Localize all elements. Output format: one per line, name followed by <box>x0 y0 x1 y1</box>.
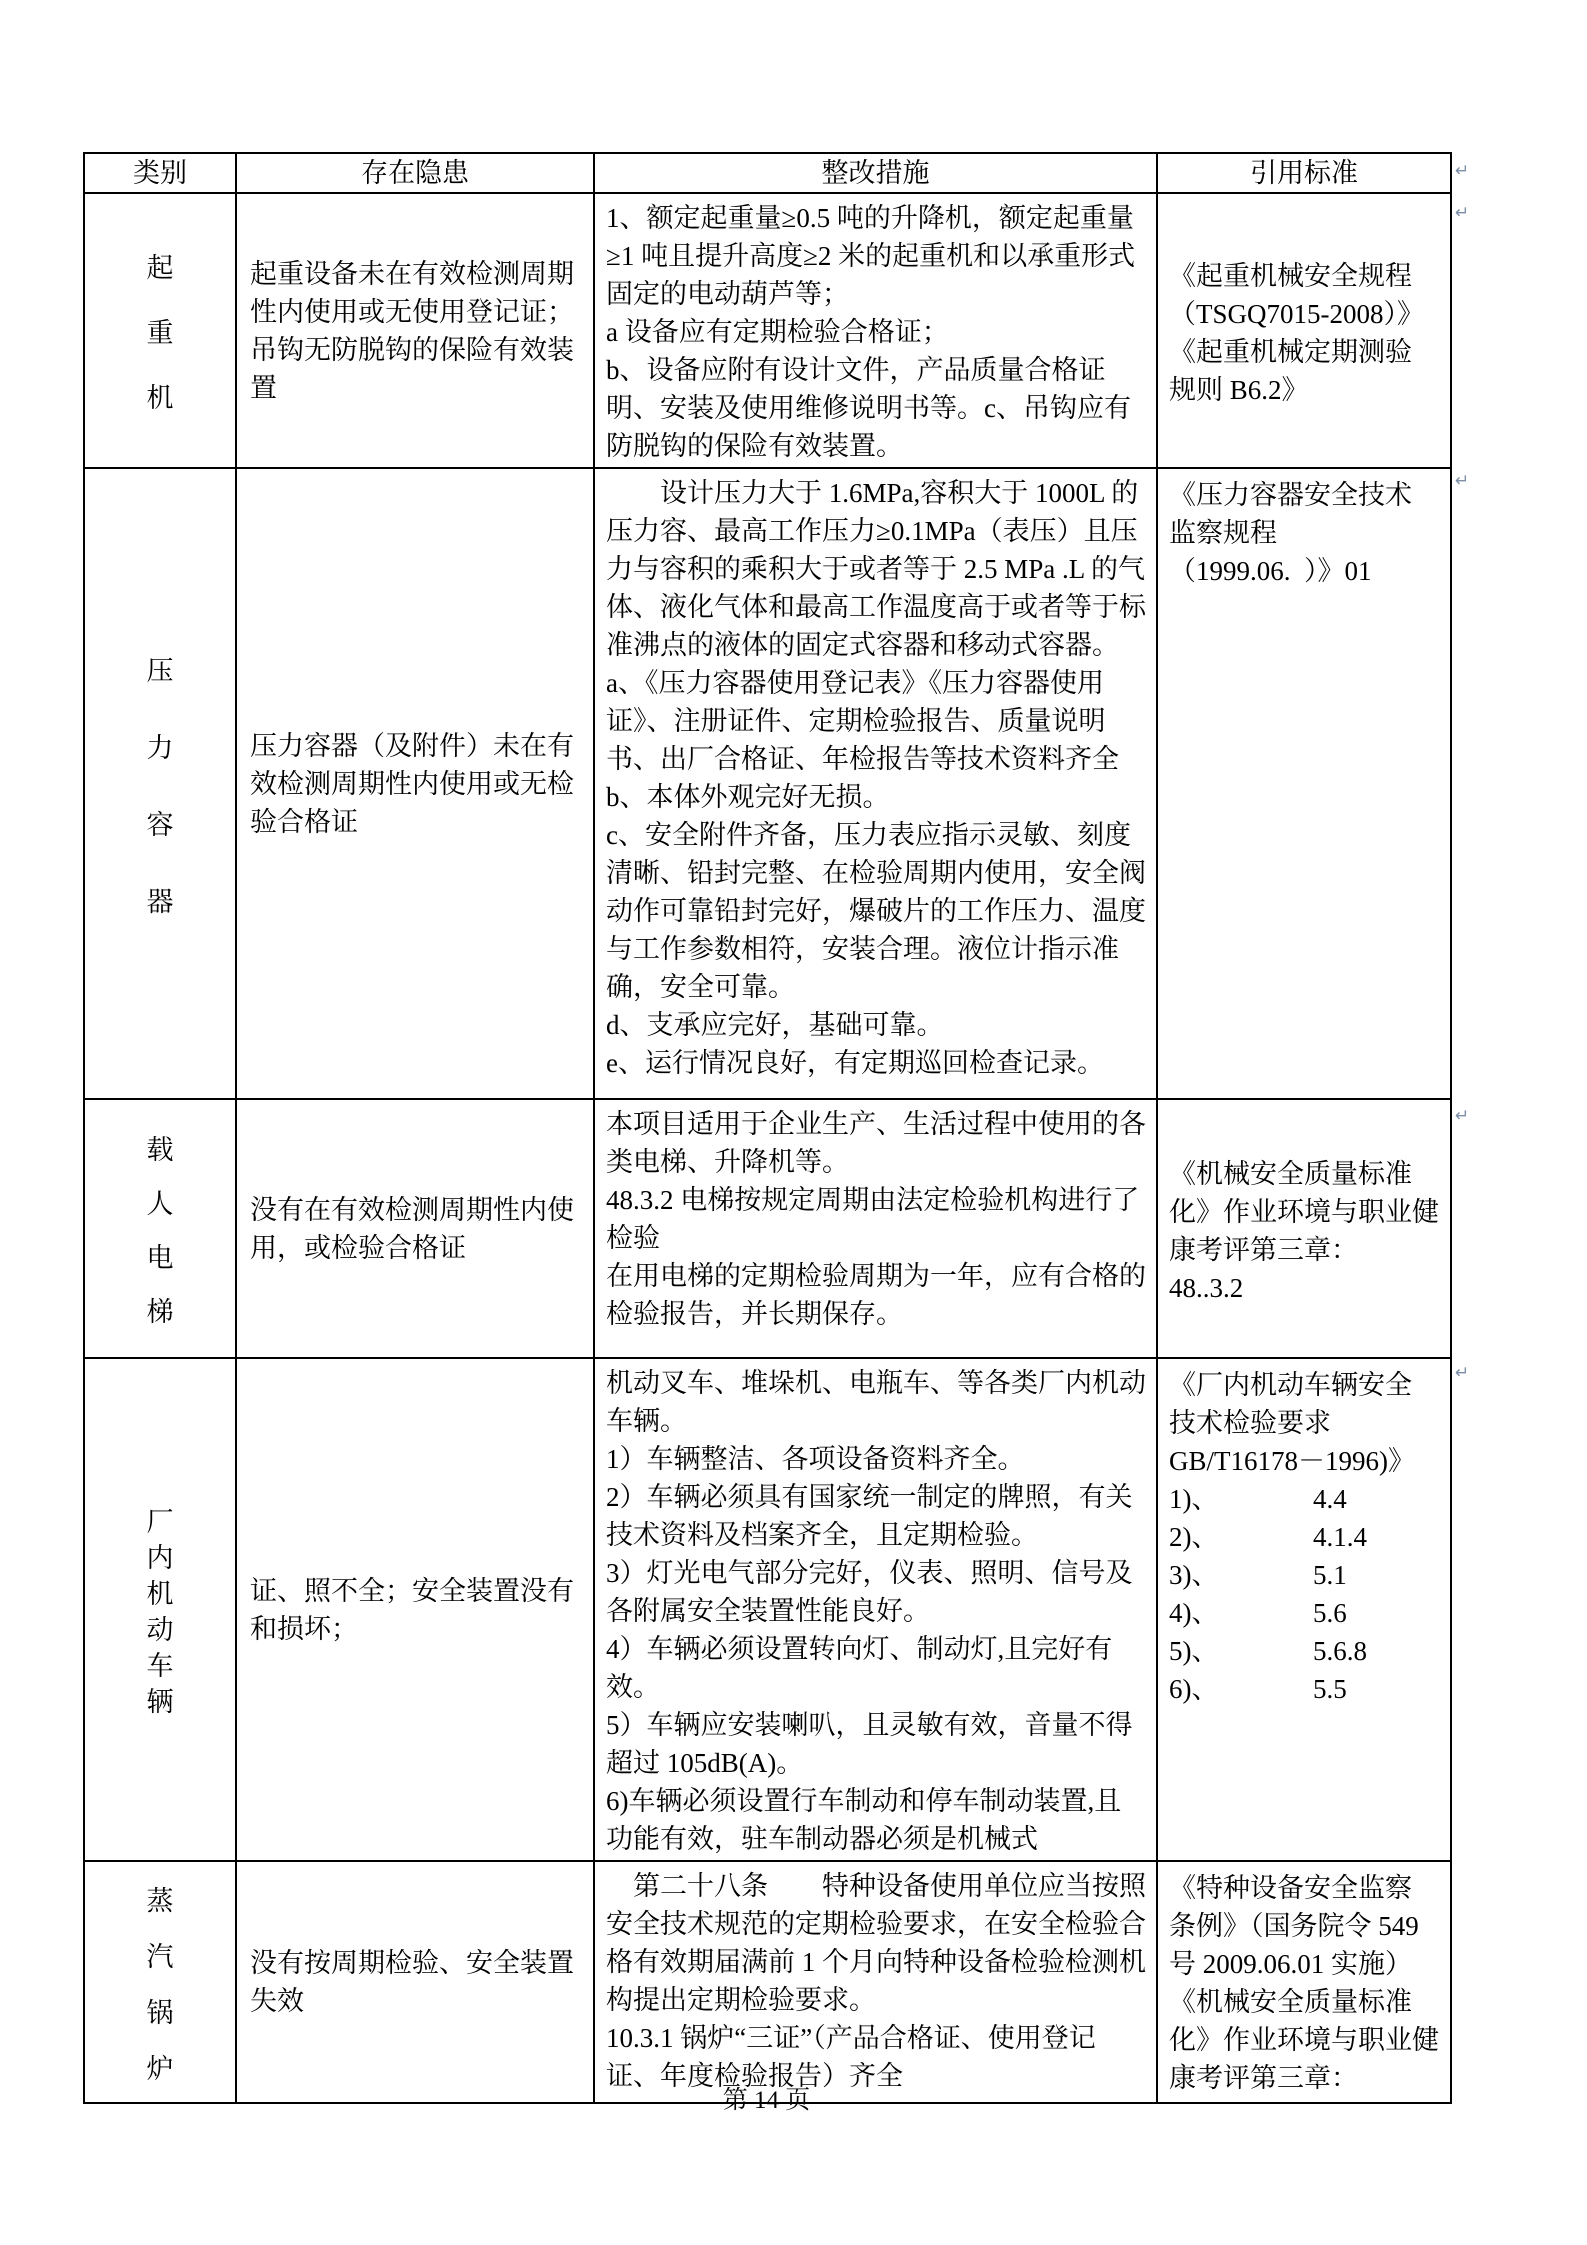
measure-paragraph: c、安全附件齐备，压力表应指示灵敏、刻度清晰、铅封完整、在检验周期内使用，安全阀动作可靠铅封完好，爆破片的工作压力、温度与工作参数相符，安装合理。液位计指示准确，安全可靠。 <box>606 820 1146 1002</box>
category-char: 电 <box>146 1243 174 1273</box>
category-char: 人 <box>146 1189 174 1219</box>
standard-line: 48..3.2 <box>1169 1273 1244 1303</box>
category-char: 车 <box>146 1651 174 1681</box>
table-row <box>84 193 1451 468</box>
category-char: 动 <box>146 1615 174 1645</box>
clause-value: 4.4 <box>1313 1484 1347 1514</box>
measure-paragraph: 5）车辆应安装喇叭，且灵敏有效，音量不得超过 105dB(A)。 <box>606 1710 1133 1778</box>
table-row <box>84 1861 1451 2103</box>
measure-paragraph: e、运行情况良好，有定期巡回检查记录。 <box>606 1048 1104 1078</box>
standard-line: 《特种设备安全监察 <box>1169 1873 1412 1903</box>
hazard-text: 证、照不全；安全装置没有和损坏； <box>250 1575 574 1644</box>
measures-cell <box>594 468 1157 1099</box>
clause-label: 6)、 <box>1169 1674 1219 1704</box>
measure-paragraph: a、《压力容器使用登记表》《压力容器使用证》、注册证件、定期检验报告、质量说明书、出厂合格证、年检报告等技术资料齐全 <box>606 668 1119 774</box>
measures-cell <box>594 1358 1157 1861</box>
standard-line: GB/T16178－1996)》 <box>1169 1446 1415 1476</box>
measure-paragraph: d、支承应完好，基础可靠。 <box>606 1010 944 1040</box>
measure-paragraph: 本项目适用于企业生产、生活过程中使用的各类电梯、升降机等。 <box>606 1109 1146 1177</box>
category-vertical-text <box>147 1509 174 1716</box>
measure-paragraph: a 设备应有定期检验合格证； <box>606 317 949 347</box>
standards-cell <box>1157 1861 1451 2103</box>
category-vertical-text <box>147 255 174 412</box>
category-char: 机 <box>146 383 174 413</box>
header-category: 类别 <box>84 153 236 193</box>
category-char: 重 <box>146 318 174 348</box>
clause-label: 5)、 <box>1169 1636 1219 1666</box>
category-char: 辆 <box>146 1687 174 1717</box>
measures-cell <box>594 1861 1157 2103</box>
standard-line: 化》作业环境与职业健 <box>1169 1197 1439 1227</box>
hazard-cell <box>236 1099 594 1358</box>
clause-value: 5.1 <box>1313 1560 1347 1590</box>
standard-clause <box>1169 1518 1446 1556</box>
measure-paragraph: 1）车辆整洁、各项设备资料齐全。 <box>606 1444 1025 1474</box>
hazard-text: 没有在有效检测周期性内使用，或检验合格证 <box>250 1194 574 1263</box>
measure-paragraph: b、设备应附有设计文件，产品质量合格证明、安装及使用维修说明书等。c、吊钩应有防脱钩的保险有效装置。 <box>606 355 1131 461</box>
category-char: 锅 <box>146 1997 174 2028</box>
measure-paragraph: 4）车辆必须设置转向灯、制动灯,且完好有效。 <box>606 1634 1113 1702</box>
standard-line: 条例》（国务院令 549 <box>1169 1911 1419 1941</box>
category-char: 梯 <box>146 1297 174 1327</box>
standards-cell <box>1157 1099 1451 1358</box>
hazard-table <box>83 152 1452 2104</box>
standard-line: 康考评第三章： <box>1169 1235 1358 1265</box>
measure-paragraph: 在用电梯的定期检验周期为一年，应有合格的检验报告，并长期保存。 <box>606 1261 1146 1329</box>
standard-line: 号 2009.06.01 实施） <box>1169 1949 1412 1979</box>
standard-line: 监察规程 <box>1169 518 1277 548</box>
paragraph-mark-icon: ↵ <box>1455 1363 1470 1383</box>
measure-paragraph: b、本体外观完好无损。 <box>606 782 890 812</box>
measure-paragraph: 10.3.1 锅炉“三证”（产品合格证、使用登记证、年度检验报告）齐全 <box>606 2023 1096 2091</box>
category-char: 蒸 <box>146 1885 174 1916</box>
page-number: 第 14 页 <box>722 2087 811 2114</box>
standard-clause <box>1169 1670 1446 1708</box>
measures-cell <box>594 1099 1157 1358</box>
clause-label: 3)、 <box>1169 1560 1219 1590</box>
clause-value: 5.6.8 <box>1313 1636 1367 1666</box>
standard-line: 《起重机械安全规程 <box>1169 261 1412 291</box>
hazard-cell <box>236 1358 594 1861</box>
measure-paragraph: 第二十八条 特种设备使用单位应当按照安全技术规范的定期检验要求，在安全检验合格有效期届满前 1 个月向特种设备检验检测机构提出定期检验要求。 <box>606 1871 1146 2015</box>
measure-paragraph: 6)车辆必须设置行车制动和停车制动装置,且功能有效，驻车制动器必须是机械式 <box>606 1786 1122 1854</box>
standard-clause <box>1169 1480 1446 1518</box>
category-char: 汽 <box>146 1941 174 1972</box>
category-cell <box>84 1099 236 1358</box>
paragraph-mark-icon: ↵ <box>1455 161 1470 181</box>
hazard-cell <box>236 468 594 1099</box>
clause-label: 2)、 <box>1169 1522 1219 1552</box>
clause-value: 5.5 <box>1313 1674 1347 1704</box>
measures-cell <box>594 193 1157 468</box>
standard-line: （1999.06. ）》01 <box>1169 556 1372 586</box>
standard-line: 《机械安全质量标准 <box>1169 1159 1412 1189</box>
category-char: 机 <box>146 1579 174 1609</box>
standard-clause <box>1169 1594 1446 1632</box>
paragraph-mark-icon: ↵ <box>1455 203 1470 223</box>
category-char: 力 <box>146 732 174 763</box>
standard-line: 规则 B6.2》 <box>1169 375 1309 405</box>
paragraph-mark-icon: ↵ <box>1455 1106 1470 1126</box>
standard-line: 《厂内机动车辆安全 <box>1169 1370 1412 1400</box>
measure-paragraph: 1、额定起重量≥0.5 吨的升降机，额定起重量≥1 吨且提升高度≥2 米的起重机和以承重形式固定的电动葫芦等； <box>606 203 1136 309</box>
standard-line: 《起重机械定期测验 <box>1169 337 1412 367</box>
category-char: 起 <box>146 253 174 283</box>
measure-paragraph: 3）灯光电气部分完好，仪表、照明、信号及各附属安全装置性能良好。 <box>606 1558 1133 1626</box>
clause-label: 4)、 <box>1169 1598 1219 1628</box>
category-cell <box>84 193 236 468</box>
table-row <box>84 1099 1451 1358</box>
hazard-text: 起重设备未在有效检测周期性内使用或无使用登记证；吊钩无防脱钩的保险有效装置 <box>250 258 574 403</box>
category-char: 压 <box>146 655 174 686</box>
category-cell <box>84 468 236 1099</box>
header-standards: 引用标准 <box>1157 153 1451 193</box>
category-cell <box>84 1861 236 2103</box>
standard-clause <box>1169 1632 1446 1670</box>
category-vertical-text <box>146 655 174 917</box>
standard-line: 化》作业环境与职业健 <box>1169 2025 1439 2055</box>
measure-paragraph: 48.3.2 电梯按规定周期由法定检验机构进行了检验 <box>606 1185 1140 1253</box>
category-cell <box>84 1358 236 1861</box>
category-char: 容 <box>146 809 174 840</box>
clause-value: 4.1.4 <box>1313 1522 1367 1552</box>
standard-line: 《机械安全质量标准 <box>1169 1987 1412 2017</box>
standard-line: 《压力容器安全技术 <box>1169 480 1412 510</box>
category-char: 厂 <box>146 1507 174 1537</box>
paragraph-mark-icon: ↵ <box>1455 471 1470 491</box>
clause-label: 1)、 <box>1169 1484 1219 1514</box>
hazard-cell <box>236 193 594 468</box>
clause-value: 5.6 <box>1313 1598 1347 1628</box>
standards-cell <box>1157 193 1451 468</box>
table-row <box>84 468 1451 1099</box>
standard-clause <box>1169 1556 1446 1594</box>
hazard-text: 压力容器（及附件）未在有效检测周期性内使用或无检验合格证 <box>250 730 574 837</box>
table-row <box>84 1358 1451 1861</box>
standard-line: 技术检验要求 <box>1169 1408 1331 1438</box>
category-char: 载 <box>146 1135 174 1165</box>
standards-cell <box>1157 468 1451 1099</box>
measure-paragraph: 2）车辆必须具有国家统一制定的牌照，有关技术资料及档案齐全，且定期检验。 <box>606 1482 1133 1550</box>
header-measures: 整改措施 <box>594 153 1157 193</box>
hazard-cell <box>236 1861 594 2103</box>
measure-paragraph: 设计压力大于 1.6MPa,容积大于 1000L 的压力容、最高工作压力≥0.1MPa（表压）且压力与容积的乘积大于或者等于 2.5 MPa .L 的气体、液化气体和最高工作温度高于或者等于标准沸点的液体的固定式容器和移动式容器。 <box>606 478 1146 660</box>
header-row <box>84 153 1451 193</box>
hazard-text: 没有按周期检验、安全装置失效 <box>250 1948 574 2016</box>
category-char: 炉 <box>146 2053 174 2084</box>
category-char: 内 <box>146 1543 174 1573</box>
category-char: 器 <box>146 886 174 917</box>
standards-cell <box>1157 1358 1451 1861</box>
category-vertical-text <box>147 1137 174 1326</box>
standard-line: （TSGQ7015-2008）》 <box>1169 299 1424 329</box>
header-hazard: 存在隐患 <box>236 153 594 193</box>
standard-line: 康考评第三章： <box>1169 2063 1358 2093</box>
category-vertical-text <box>146 1885 174 2084</box>
measure-paragraph: 机动叉车、堆垛机、电瓶车、等各类厂内机动车辆。 <box>606 1368 1146 1436</box>
